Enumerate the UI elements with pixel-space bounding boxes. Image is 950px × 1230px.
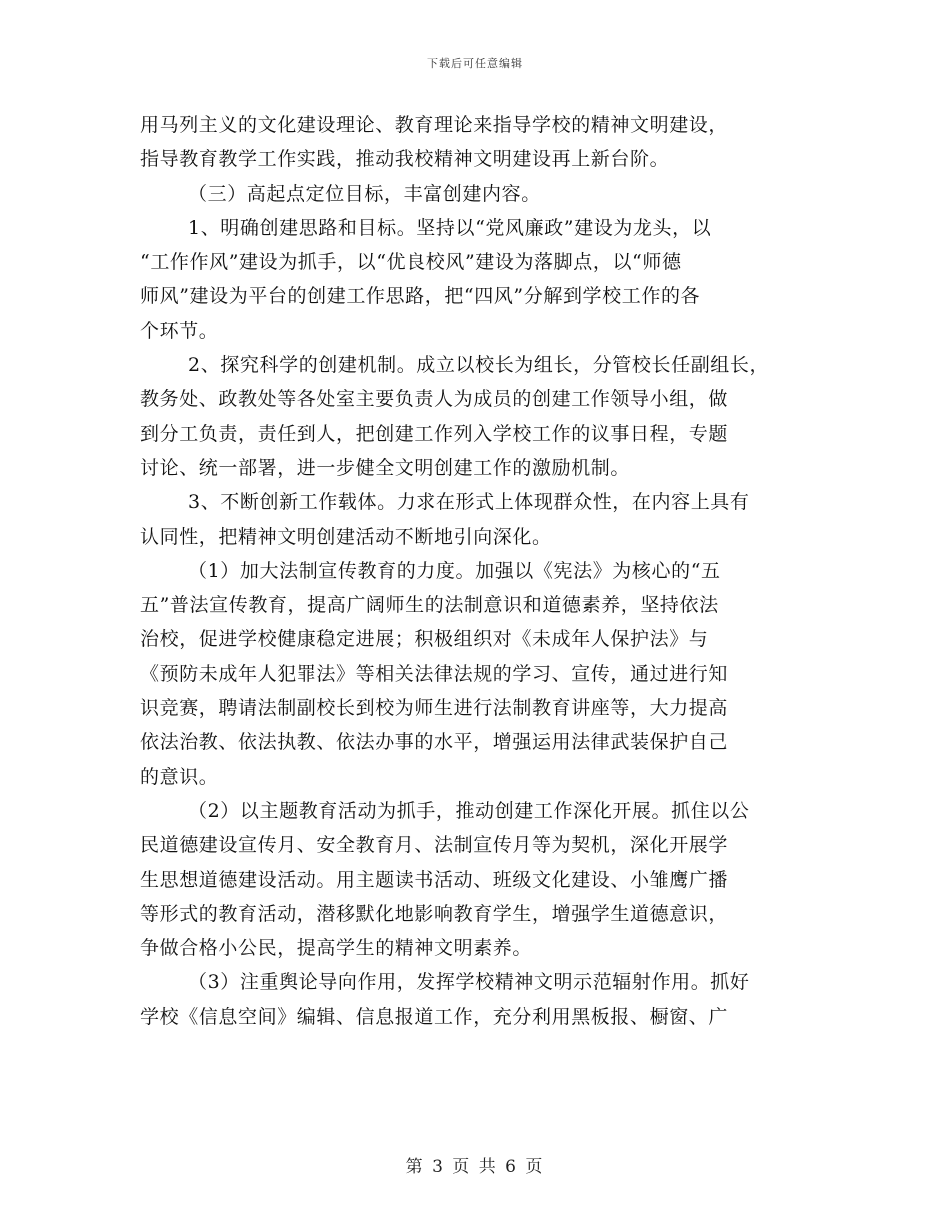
text-line: 教务处、政教处等各处室主要负责人为成员的创建工作领导小组，做 [140,388,729,411]
document-body [140,108,820,1034]
text-line: 识竞赛，聘请法制副校长到校为师生进行法制教育讲座等，大力提高 [140,697,729,720]
text-line: （3）注重舆论导向作用，发挥学校精神文明示范辐射作用。抓好 [188,971,750,994]
text-line: （1）加大法制宣传教育的力度。加强以《宪法》为核心的“五 [188,559,721,582]
text-line: 2、探究科学的创建机制。成立以校长为组长，分管校长任副组长， [188,354,770,377]
text-line: 五”普法宣传教育，提高广阔师生的法制意识和道德素养，坚持依法 [140,594,719,617]
text-line: 生思想道德建设活动。用主题读书活动、班级文化建设、小雏鹰广播 [140,868,729,891]
page-number-footer: 第 3 页 共 6 页 [405,1157,545,1177]
text-line: 师风”建设为平台的创建工作思路，把“四风”分解到学校工作的各 [140,285,701,308]
text-line: 治校，促进学校健康稳定进展；积极组织对《未成年人保护法》与 [140,628,709,651]
text-line: 讨论、统一部署，进一步健全文明创建工作的激励机制。 [140,456,631,479]
text-line: （三）高起点定位目标，丰富创建内容。 [188,182,541,205]
text-line: 《预防未成年人犯罪法》等相关法律法规的学习、宣传，通过进行知 [140,662,729,685]
text-line: 用马列主义的文化建设理论、教育理论来指导学校的精神文明建设， [140,114,729,136]
text-line: 民道德建设宣传月、安全教育月、法制宣传月等为契机，深化开展学 [140,834,729,857]
text-line: 认同性，把精神文明创建活动不断地引向深化。 [140,525,552,548]
text-line: 指导教育教学工作实践，推动我校精神文明建设再上新台阶。 [140,148,670,171]
text-line: （2）以主题教育活动为抓手，推动创建工作深化开展。抓住以公 [188,799,750,822]
text-line: 依法治教、依法执教、依法办事的水平，增强运用法律武装保护自己 [140,731,729,754]
text-line: 1、明确创建思路和目标。坚持以“党风廉政”建设为龙头，以 [188,216,712,239]
text-line: 的意识。 [140,765,219,788]
text-line: 学校《信息空间》编辑、信息报道工作，充分利用黑板报、橱窗、广 [140,1005,729,1028]
page-header: 下载后可任意编辑 [427,57,523,70]
text-line: 争做合格小公民，提高学生的精神文明素养。 [140,937,533,960]
text-line: 个环节。 [140,319,219,342]
text-line: “工作作风”建设为抓手，以“优良校风”建设为落脚点，以“师德 [140,251,682,274]
text-line: 等形式的教育活动，潜移默化地影响教育学生，增强学生道德意识， [140,902,729,925]
text-line: 到分工负责，责任到人，把创建工作列入学校工作的议事日程，专题 [140,422,729,445]
text-line: 3、不断创新工作载体。力求在形式上体现群众性，在内容上具有 [188,491,750,514]
